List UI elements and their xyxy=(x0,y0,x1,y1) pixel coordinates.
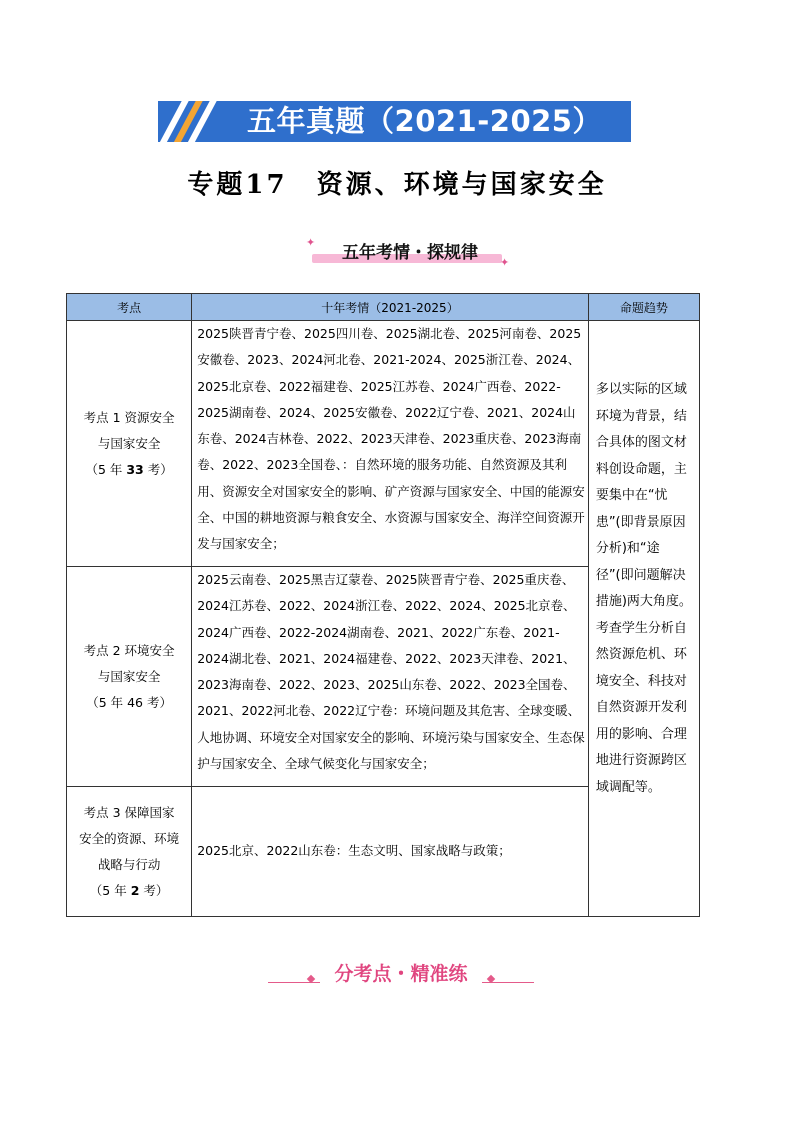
point-label: 考点 2 环境安全 xyxy=(83,642,175,658)
section-header-exam-trends xyxy=(300,234,520,268)
sparkle-icon: ✦ xyxy=(306,236,316,249)
exam-list-cell: 2025北京、2022山东卷：生态文明、国家战略与政策； xyxy=(192,787,589,917)
point-count xyxy=(71,878,187,904)
exam-list-cell: 2025陕晋青宁卷、2025四川卷、2025湖北卷、2025河南卷、2025安徽卷、2023、2024河北卷、2021-2024、2025浙江卷、2024、2025北京卷、2022福建卷、2025江苏卷、2024广西卷、2022-2025湖南卷、2024、2025安徽卷、2022辽宁卷、2021、2024山东卷、2024吉林卷、2022、2023天津卷、2023重庆卷、2023海南卷、2022、2023全国卷、：自然环境的服务功能、自然资源及其利用、资源安全对国家安全的影响、矿产资源与国家安全、中国的能源安全、中国的耕地资源与粮食安全、水资源与国家安全、海洋空间资源开发与国家安全； xyxy=(192,321,589,567)
point-label: 战略与行动 xyxy=(97,856,161,872)
point-count xyxy=(71,457,187,483)
exam-point-cell xyxy=(67,787,192,917)
section-title: 五年考情・探规律 xyxy=(342,243,478,263)
point-count xyxy=(71,690,187,716)
title-banner xyxy=(158,101,631,142)
point-label: 考点 3 保障国家 xyxy=(83,804,175,820)
exam-point-cell xyxy=(67,321,192,567)
count-number: 46 xyxy=(127,694,143,710)
table-header-row xyxy=(67,294,700,321)
count-number: 33 xyxy=(126,461,144,477)
count-prefix: （5 年 xyxy=(85,461,127,477)
count-suffix: 考） xyxy=(139,882,169,898)
count-suffix: 考） xyxy=(143,694,172,710)
count-prefix: （5 年 xyxy=(89,882,131,898)
exam-point-cell xyxy=(67,567,192,787)
sparkle-icon: ✦ xyxy=(500,256,510,269)
topic-subtitle: 专题17 资源、环境与国家安全 xyxy=(187,170,607,200)
divider-line xyxy=(482,982,534,983)
point-label: 考点 1 资源安全 xyxy=(83,409,175,425)
trend-text: 多以实际的区域环境为背景，结合具体的图文材料创设命题，主要集中在“忧患”(即背景原因分析)和“途径”(即问题解决措施)两大角度。考查学生分析自然资源危机、环境安全、科技对自然资源开发利用的影响、合理地进行资源跨区域调配等。 xyxy=(595,382,692,795)
banner-title: 五年真题（2021-2025） xyxy=(247,104,602,138)
point-label: 与国家安全 xyxy=(97,435,161,451)
point-label: 安全的资源、环境 xyxy=(79,830,180,846)
exam-list-cell: 2025云南卷、2025黑吉辽蒙卷、2025陕晋青宁卷、2025重庆卷、2024江苏卷、2022、2024浙江卷、2022、2024、2025北京卷、2024广西卷、2022-2024湖南卷、2021、2022广东卷、2021-2024湖北卷、2021、2024福建卷、2022、2023天津卷、2021、2023海南卷、2022、2023、2025山东卷、2022、2023全国卷、2021、2022河北卷、2022辽宁卷：环境问题及其危害、全球变暖、人地协调、环境安全对国家安全的影响、环境污染与国家安全、生态保护与国家安全、全球气候变化与国家安全； xyxy=(192,567,589,787)
column-header: 十年考情（2021-2025） xyxy=(192,294,589,321)
column-header: 考点 xyxy=(67,294,192,321)
section-title: 分考点・精准练 xyxy=(334,963,468,985)
table-row xyxy=(67,321,700,567)
section-header-practice xyxy=(268,955,534,991)
count-suffix: 考） xyxy=(143,461,173,477)
count-prefix: （5 年 xyxy=(86,694,128,710)
trend-cell xyxy=(588,321,699,917)
column-header: 命题趋势 xyxy=(588,294,699,321)
count-number: 2 xyxy=(130,882,140,898)
point-label: 与国家安全 xyxy=(97,668,161,684)
exam-analysis-table xyxy=(66,293,700,917)
